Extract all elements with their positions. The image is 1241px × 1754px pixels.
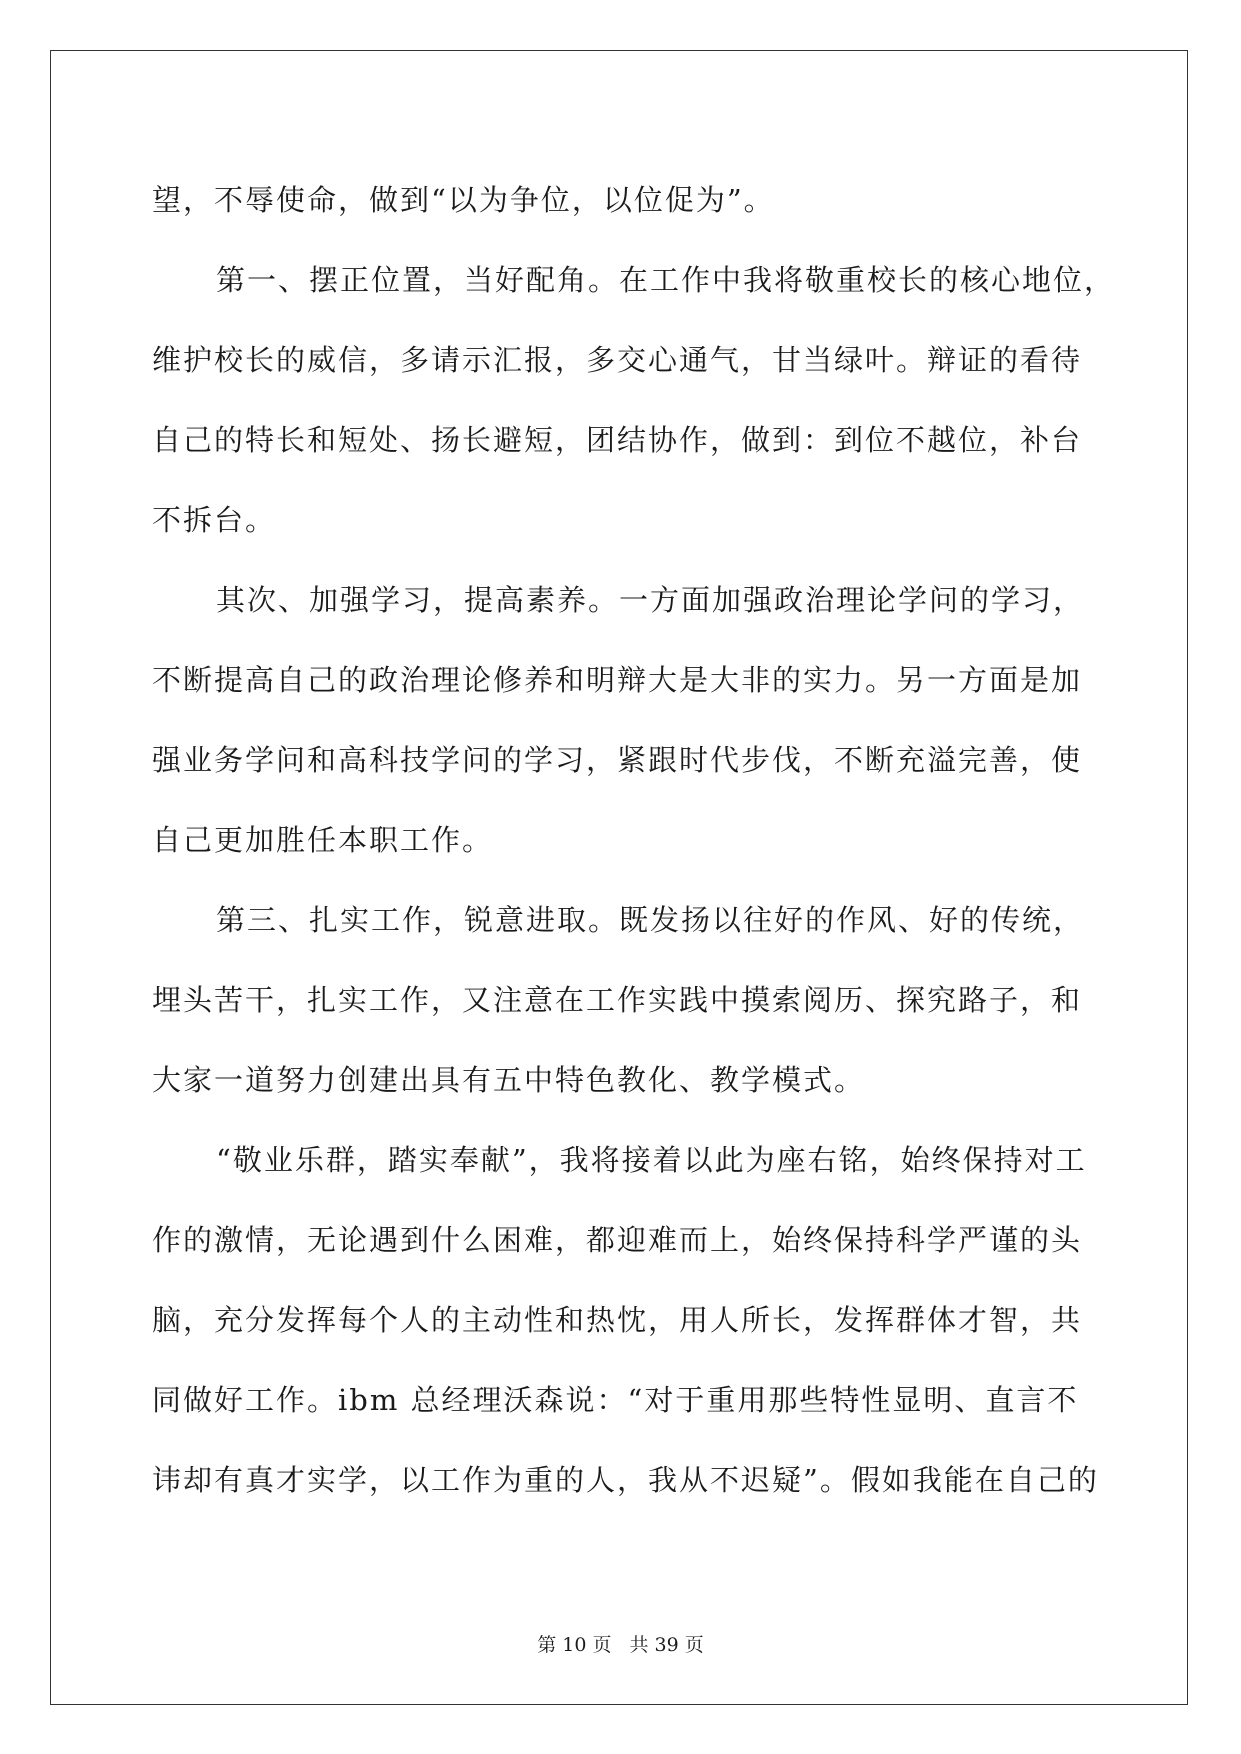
text-line: “敬业乐群，踏实奉献”，我将接着以此为座右铭，始终保持对工 — [216, 1143, 1087, 1177]
text-line: 同做好工作。ibm 总经理沃森说：“对于重用那些特性显明、直言不 — [152, 1383, 1079, 1417]
text-line: 埋头苦干，扎实工作，又注意在工作实践中摸索阅历、探究路子，和 — [152, 983, 1083, 1017]
text-line: 第一、摆正位置，当好配角。在工作中我将敬重校长的核心地位， — [216, 263, 1116, 297]
text-line: 强业务学问和高科技学问的学习，紧跟时代步伐，不断充溢完善，使 — [152, 743, 1083, 777]
text-line: 第三、扎实工作，锐意进取。既发扬以往好的作风、好的传统， — [216, 903, 1085, 937]
text-line: 不断提高自己的政治理论修养和明辩大是大非的实力。另一方面是加 — [152, 663, 1083, 697]
text-line: 其次、加强学习，提高素养。一方面加强政治理论学问的学习， — [216, 583, 1085, 617]
total-pages: 共 39 页 — [629, 1634, 704, 1656]
document-body — [152, 160, 1116, 1520]
page-footer — [0, 1630, 1241, 1657]
text-line: 大家一道努力创建出具有五中特色教化、教学模式。 — [152, 1063, 866, 1097]
text-line: 维护校长的威信，多请示汇报，多交心通气，甘当绿叶。辩证的看待 — [152, 343, 1083, 377]
text-line: 自己更加胜任本职工作。 — [152, 823, 494, 857]
text-line: 作的激情，无论遇到什么困难，都迎难而上，始终保持科学严谨的头 — [152, 1223, 1083, 1257]
text-line: 不拆台。 — [152, 503, 277, 537]
page-number: 第 10 页 — [537, 1634, 612, 1656]
text-line: 脑，充分发挥每个人的主动性和热忱，用人所长，发挥群体才智，共 — [152, 1303, 1083, 1337]
text-line: 自己的特长和短处、扬长避短，团结协作，做到：到位不越位，补台 — [152, 423, 1083, 457]
text-line: 讳却有真才实学，以工作为重的人，我从不迟疑”。假如我能在自己的 — [152, 1463, 1099, 1497]
text-line: 望，不辱使命，做到“以为争位，以位促为”。 — [152, 183, 775, 217]
